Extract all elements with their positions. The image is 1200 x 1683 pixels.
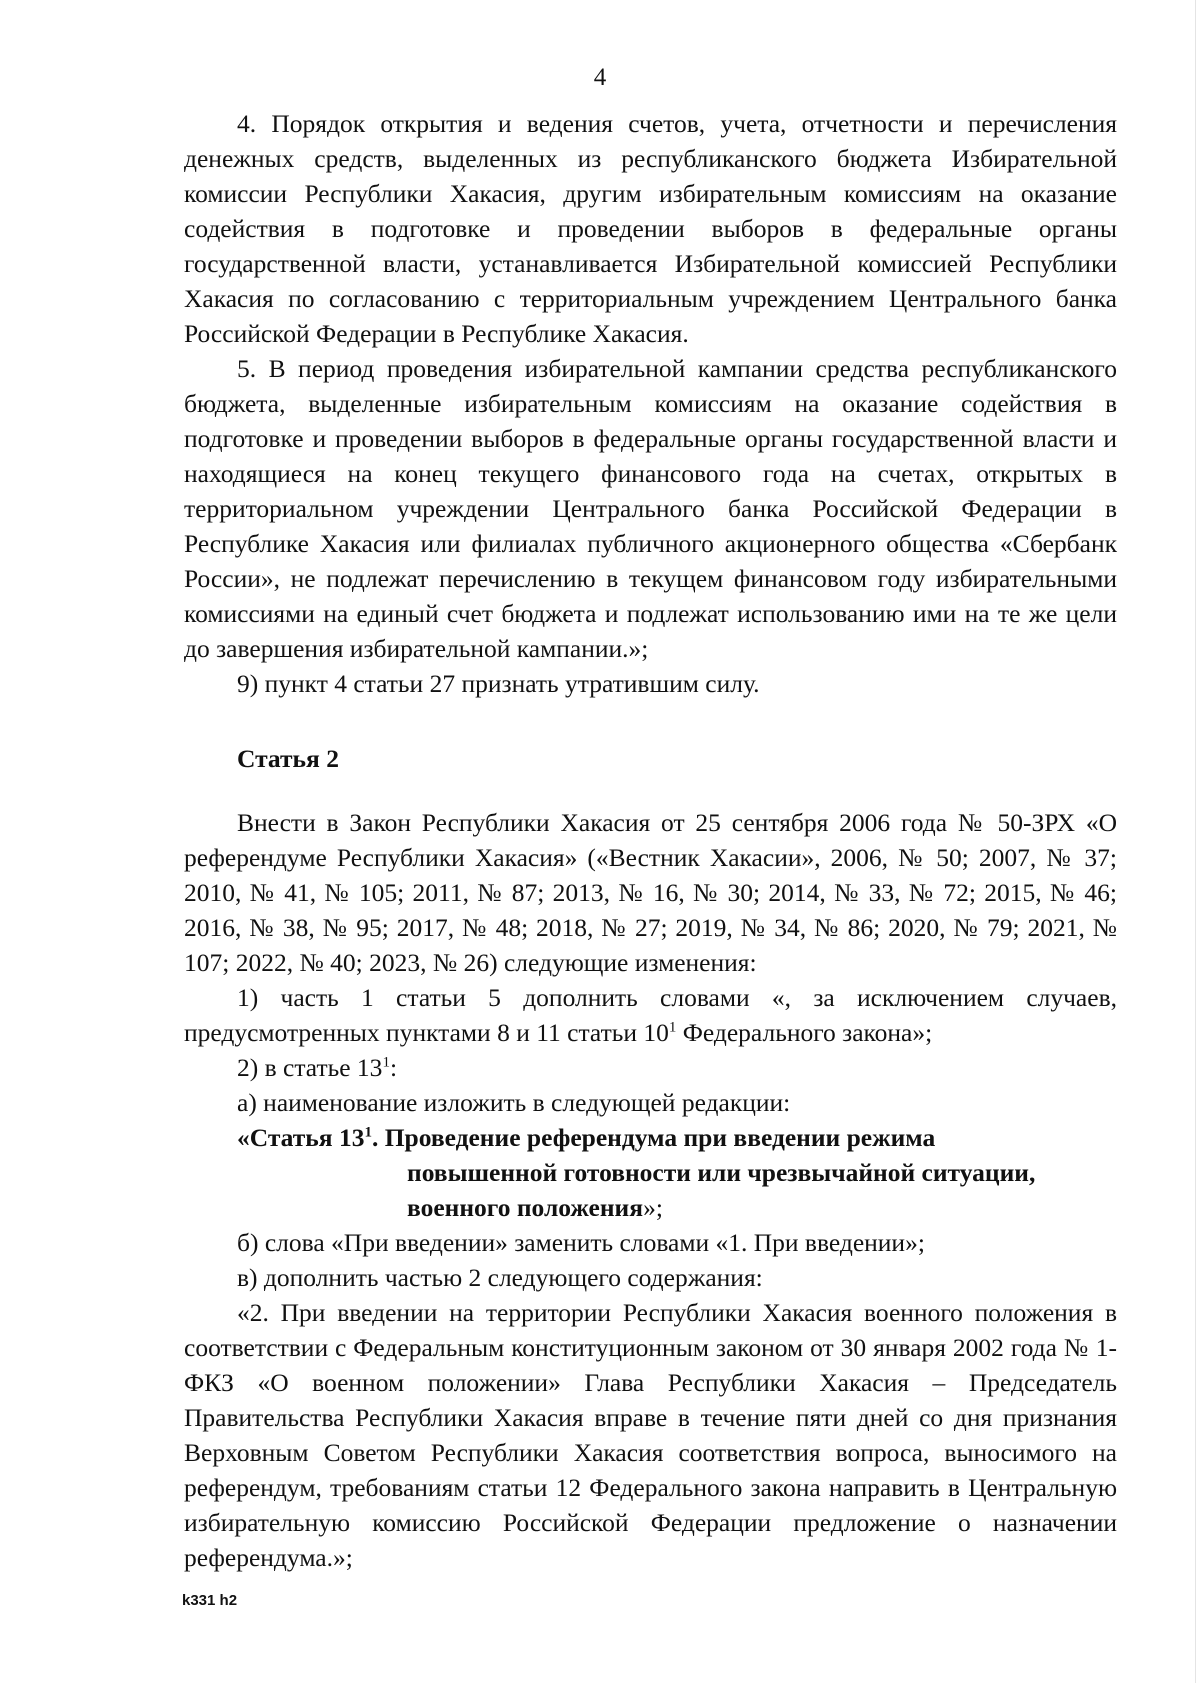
item-1-sup: 1 [668, 1019, 677, 1036]
item-2-text: 2) в статье 13 [237, 1053, 383, 1082]
item-1-text: 1) часть 1 статьи 5 дополнить словами «, за исключением случаев, предусмотренных пунктами 8 и 11 статьи 10 [184, 983, 1117, 1047]
paragraph-5: 5. В период проведения избирательной кампании средства республиканского бюджета, выделенные избирательным комиссиям на оказание содействия в подготовке и проведении выборов в федеральные органы государственной власти и находящиеся на конец текущего финансового года на счетах, открытых в территориальном учреждении Центрального банка Российской Федерации в Республике Хакасия или филиалах публичного акционерного общества «Сбербанк России», не подлежат перечислению в текущем финансовом году избирательными комиссиями на единый счет бюджета и подлежат использованию ими на те же цели до завершения избирательной кампании.»; [184, 354, 1117, 663]
final-paragraph: «2. При введении на территории Республики Хакасия военного положения в соответствии с Федеральным конституционным законом от 30 января 2002 года № 1-ФКЗ «О военном положении» Глава Республики Хакасия – Председатель Правительства Республики Хакасия вправе в течение пяти дней со дня признания Верховным Советом Республики Хакасия соответствия вопроса, выносимого на референдум, требованиям статьи 12 Федерального закона направить в Центральную избирательную комиссию Российской Федерации предложение о назначении референдума.»; [184, 1298, 1117, 1572]
new-heading-line-3-tail: »; [643, 1193, 663, 1222]
item-b: б) слова «При введении» заменить словами «1. При введении»; [237, 1228, 925, 1257]
page-number: 4 [593, 64, 607, 91]
new-heading-sup: 1 [364, 1124, 372, 1141]
article-intro: Внести в Закон Республики Хакасия от 25 сентября 2006 года № 50-ЗРХ «О референдуме Республики Хакасия» («Вестник Хакасии», 2006, № 50; 2007, № 37; 2010, № 41, № 105; 2011, № 87; 2013, № 16, № 30; 2014, № 33, № 72; 2015, № 46; 2016, № 38, № 95; 2017, № 48; 2018, № 27; 2019, № 34, № 86; 2020, № 79; 2021, № 107; 2022, № 40; 2023, № 26) следующие изменения: [184, 808, 1117, 977]
item-a: а) наименование изложить в следующей редакции: [237, 1088, 791, 1117]
new-heading-line-2: повышенной готовности или чрезвычайной ситуации, [407, 1158, 1036, 1187]
scan-edge [1195, 0, 1196, 1683]
item-1 [184, 980, 1117, 1050]
spacer [184, 701, 1117, 741]
paragraph-item-9: 9) пункт 4 статьи 27 признать утратившим силу. [237, 669, 760, 698]
article-heading: Статья 2 [237, 744, 339, 773]
paragraph-4: 4. Порядок открытия и ведения счетов, учета, отчетности и перечисления денежных средств, выделенных из республиканского бюджета Избирательной комиссии Республики Хакасия, другим избирательным комиссиям на оказание содействия в подготовке и проведении выборов в федеральные органы государственной власти, устанавливается Избирательной комиссией Республики Хакасия по согласованию с территориальным учреждением Центрального банка Российской Федерации в Республике Хакасия. [184, 109, 1117, 348]
item-2-sup: 1 [382, 1054, 390, 1071]
new-heading-prefix: «Статья 13 [237, 1123, 365, 1152]
item-2 [184, 1050, 1117, 1085]
new-heading-line-1 [237, 1120, 1117, 1155]
item-2-tail: : [389, 1053, 398, 1082]
document-body [184, 106, 1117, 1575]
new-heading-line-3 [237, 1190, 1117, 1225]
new-article-heading [184, 1120, 1117, 1225]
item-1-tail: Федерального закона»; [676, 1018, 933, 1047]
item-c: в) дополнить частью 2 следующего содержания: [237, 1263, 763, 1292]
new-heading-line-1-rest: . Проведение референдума при введении режима [371, 1123, 936, 1152]
footer-code: k331 h2 [182, 1592, 238, 1609]
new-heading-line-3-bold: военного положения [407, 1193, 644, 1222]
spacer [184, 776, 1117, 805]
